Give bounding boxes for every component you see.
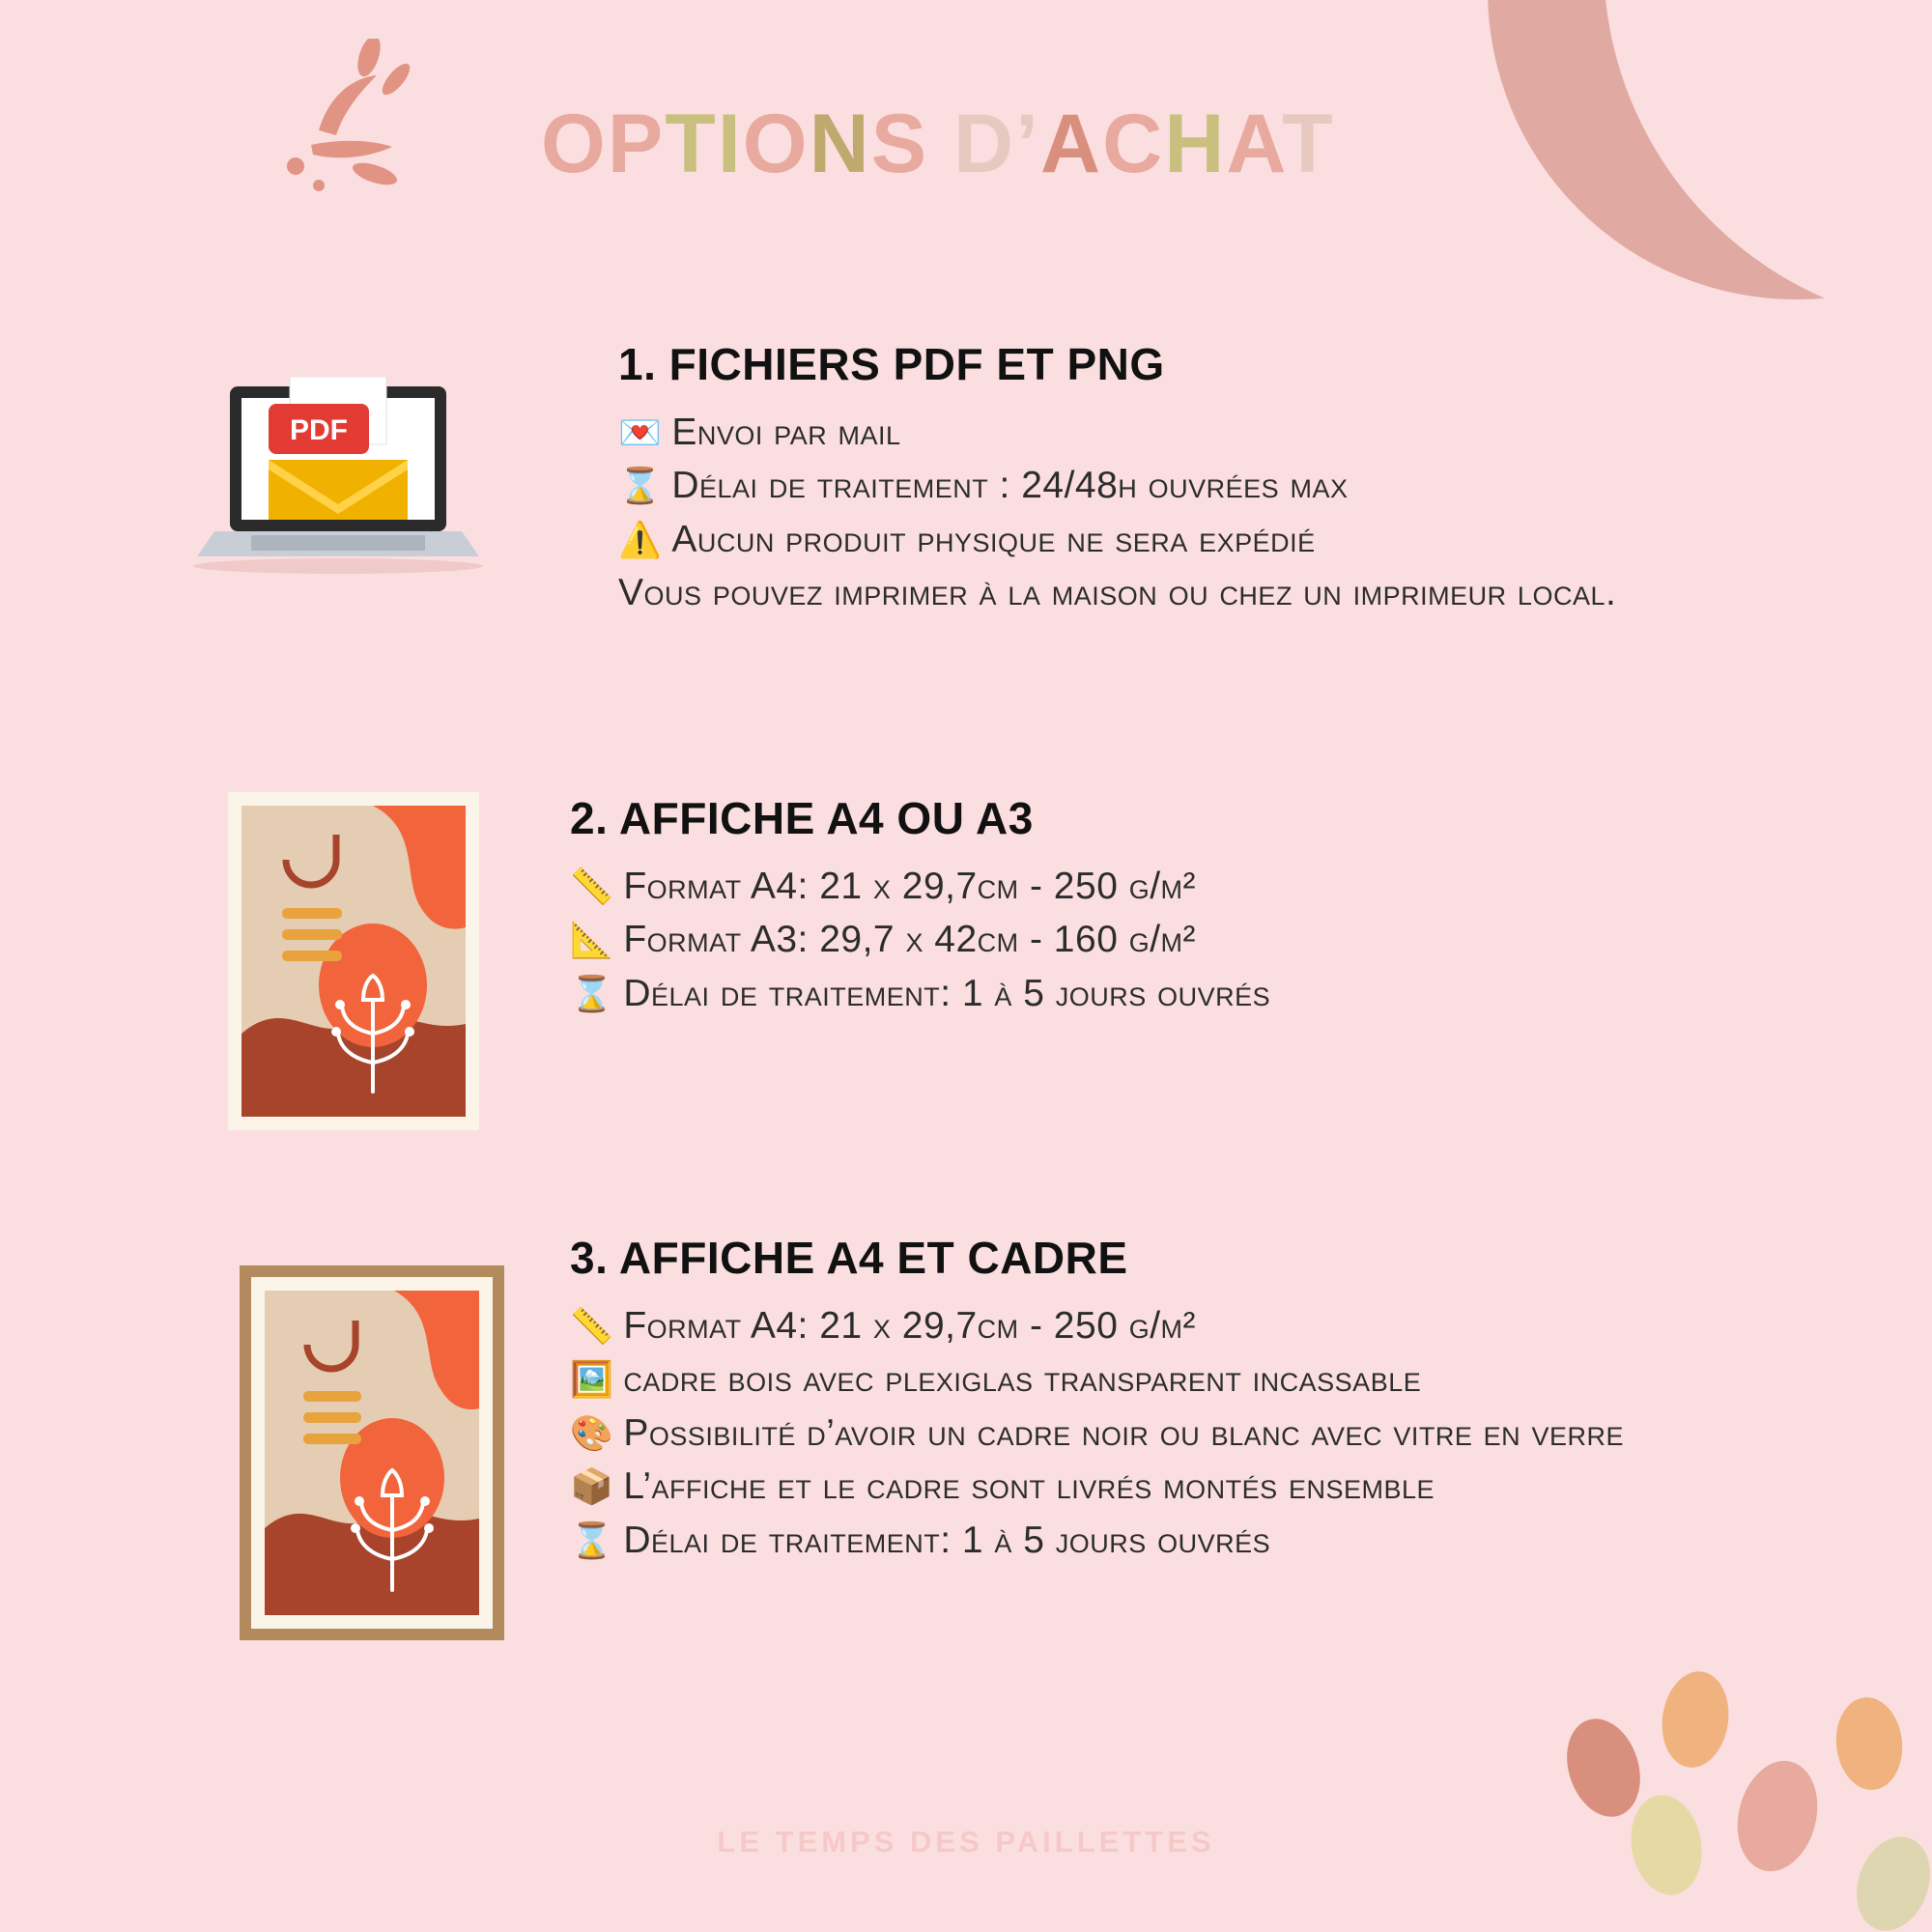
section-1-line-3 — [618, 513, 1874, 566]
section-3-line-2 — [570, 1352, 1884, 1406]
triangular-ruler-icon: 📐 — [570, 920, 614, 960]
hourglass-icon: ⌛ — [570, 1520, 614, 1560]
section-1-heading: 1. FICHIERS PDF ET PNG — [618, 339, 1165, 389]
section-1 — [618, 338, 1874, 620]
section-3-line-3 — [570, 1406, 1758, 1460]
section-3 — [570, 1232, 1884, 1567]
section-1-line-4 — [618, 566, 1719, 619]
page-title: OPTIONS D’ACHAT — [541, 98, 1335, 190]
section-2-line-2 — [570, 913, 1874, 966]
hourglass-icon: ⌛ — [570, 973, 614, 1013]
section-3-line-1-text: Format A4: 21 x 29,7cm - 250 g/m² — [623, 1305, 1197, 1347]
hourglass-icon: ⌛ — [618, 466, 663, 506]
section-1-line-1-text: Envoi par mail — [671, 412, 901, 453]
love-letter-icon: 💌 — [618, 412, 663, 452]
section-3-line-4 — [570, 1460, 1884, 1513]
section-1-line-4-text: Vous pouvez imprimer à la maison ou chez un imprimeur local. — [618, 572, 1617, 614]
splash-ornament-icon — [261, 39, 483, 232]
straight-ruler-icon: 📏 — [570, 867, 614, 906]
svg-text:PDF: PDF — [290, 414, 348, 446]
section-3-line-5 — [570, 1514, 1884, 1567]
petal-ornament-group-icon — [1488, 1526, 1932, 1932]
section-3-line-5-text: Délai de traitement: 1 à 5 jours ouvrés — [623, 1519, 1271, 1561]
section-2-line-3-text: Délai de traitement: 1 à 5 jours ouvrés — [623, 972, 1271, 1014]
section-1-line-2 — [618, 459, 1874, 512]
section-2-line-1-text: Format A4: 21 x 29,7cm - 250 g/m² — [623, 866, 1197, 907]
section-1-line-3-text: Aucun produit physique ne sera expédié — [671, 518, 1316, 560]
section-3-line-3-text: Possibilité d’avoir un cadre noir ou blanc avec vitre en verre — [623, 1411, 1625, 1454]
section-3-line-4-text: L’affiche et le cadre sont livrés montés ensemble — [623, 1465, 1435, 1508]
section-2 — [570, 792, 1874, 1020]
section-2-line-2-text: Format A3: 29,7 x 42cm - 160 g/m² — [623, 919, 1197, 961]
section-2-line-1 — [570, 860, 1874, 913]
footer-brand: LE TEMPS DES PAILLETTES — [717, 1825, 1215, 1859]
section-3-line-1 — [570, 1299, 1884, 1352]
section-1-line-2-text: Délai de traitement : 24/48h ouvrées max — [671, 465, 1349, 507]
section-3-heading: 3. AFFICHE A4 ET CADRE — [570, 1233, 1128, 1283]
warning-icon: ⚠️ — [618, 519, 663, 559]
section-2-heading: 2. AFFICHE A4 OU A3 — [570, 793, 1034, 843]
package-icon: 📦 — [570, 1466, 614, 1507]
laptop-pdf-email-icon — [193, 377, 483, 599]
artist-palette-icon: 🎨 — [570, 1412, 614, 1453]
section-1-line-1 — [618, 406, 1874, 459]
framed-poster-icon — [240, 1265, 504, 1640]
section-3-line-2-text: cadre bois avec plexiglas transparent incassable — [623, 1358, 1422, 1401]
framed-picture-icon: 🖼️ — [570, 1359, 614, 1400]
straight-ruler-icon: 📏 — [570, 1306, 614, 1346]
poster-abstract-icon — [228, 792, 479, 1130]
section-2-line-3 — [570, 967, 1874, 1020]
